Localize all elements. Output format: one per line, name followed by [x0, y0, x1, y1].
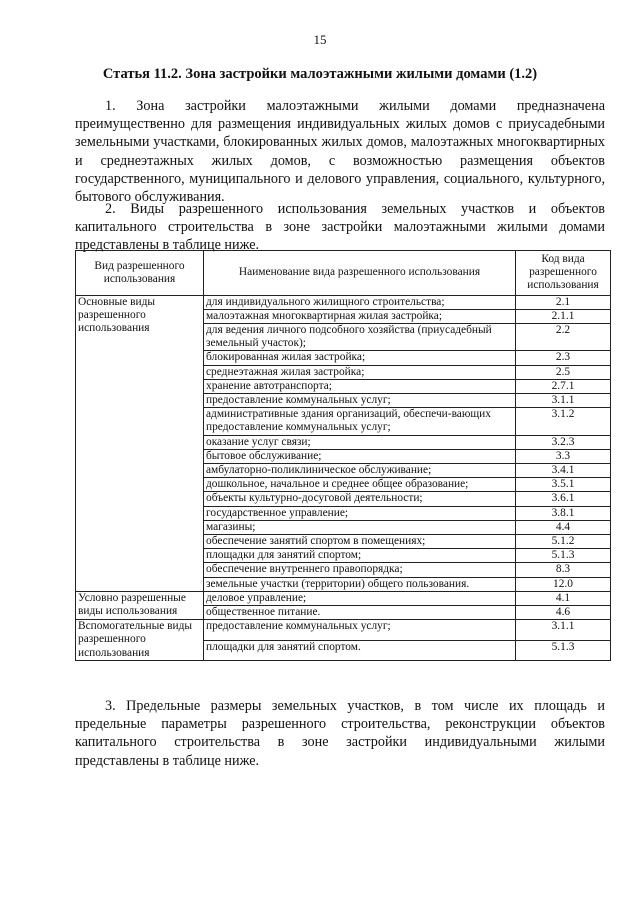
use-name-cell: объекты культурно-досуговой деятельности; [204, 492, 516, 506]
use-code-cell: 5.1.3 [516, 640, 611, 660]
use-code-cell: 5.1.3 [516, 549, 611, 563]
use-name-cell: государственное управление; [204, 506, 516, 520]
use-name-cell: дошкольное, начальное и среднее общее образование; [204, 478, 516, 492]
use-name-cell: хранение автотранспорта; [204, 379, 516, 393]
use-group-label: Условно разрешенные виды использования [76, 591, 204, 619]
header-use-name: Наименование вида разрешенного использования [204, 251, 516, 296]
use-code-cell: 3.1.1 [516, 620, 611, 640]
use-code-cell: 4.1 [516, 591, 611, 605]
use-name-cell: обеспечение внутреннего правопорядка; [204, 563, 516, 577]
table-body [76, 295, 611, 660]
use-name-cell: площадки для занятий спортом; [204, 549, 516, 563]
use-code-cell: 3.6.1 [516, 492, 611, 506]
use-code-cell: 2.5 [516, 365, 611, 379]
use-name-cell: амбулаторно-поликлиническое обслуживание; [204, 464, 516, 478]
table-row [76, 620, 611, 640]
use-code-cell: 4.4 [516, 520, 611, 534]
use-name-cell: предоставление коммунальных услуг; [204, 620, 516, 640]
use-name-cell: площадки для занятий спортом. [204, 640, 516, 660]
use-code-cell: 3.4.1 [516, 464, 611, 478]
use-code-cell: 2.7.1 [516, 379, 611, 393]
use-group-label: Вспомогательные виды разрешенного использования [76, 620, 204, 661]
use-name-cell: земельные участки (территории) общего пользования. [204, 577, 516, 591]
use-group-label: Основные виды разрешенного использования [76, 295, 204, 591]
article-heading: Статья 11.2. Зона застройки малоэтажными жилыми домами (1.2) [102, 66, 538, 82]
use-code-cell: 3.5.1 [516, 478, 611, 492]
use-name-cell: предоставление коммунальных услуг; [204, 394, 516, 408]
use-name-cell: обеспечение занятий спортом в помещениях; [204, 535, 516, 549]
use-name-cell: среднеэтажная жилая застройка; [204, 365, 516, 379]
use-name-cell: административные здания организаций, обеспечи-вающих предоставление коммунальных услуг; [204, 408, 516, 435]
use-code-cell: 2.2 [516, 324, 611, 351]
table-row [76, 295, 611, 309]
table-header-row [76, 251, 611, 296]
permitted-uses-table [75, 250, 611, 661]
header-use-type: Вид разрешенного использования [76, 251, 204, 296]
use-name-cell: бытовое обслуживание; [204, 449, 516, 463]
use-code-cell: 4.6 [516, 606, 611, 620]
paragraph-2: 2. Виды разрешенного использования земельных участков и объектов капитального строительства в зоне застройки малоэтажными жилыми домами представлены в таблице ниже. [75, 201, 605, 254]
use-name-cell: магазины; [204, 520, 516, 534]
use-name-cell: для ведения личного подсобного хозяйства (приусадебный земельный участок); [204, 324, 516, 351]
use-code-cell: 3.2.3 [516, 435, 611, 449]
page-number: 15 [313, 32, 327, 47]
use-name-cell: общественное питание. [204, 606, 516, 620]
use-code-cell: 3.1.1 [516, 394, 611, 408]
use-name-cell: оказание услуг связи; [204, 435, 516, 449]
use-code-cell: 2.1 [516, 295, 611, 309]
use-name-cell: деловое управление; [204, 591, 516, 605]
use-code-cell: 12.0 [516, 577, 611, 591]
use-code-cell: 3.3 [516, 449, 611, 463]
paragraph-1: 1. Зона застройки малоэтажными жилыми домами предназначена преимущественно для размещения индивидуальных жилых домов с приусадебными земельными участками, блокированных жилых домов, малоэтажных многоквартирных и среднеэтажных жилых домов, с возможностью размещения объектов государственного, муниципального и делового управления, социального, культурного, бытового обслуживания. [75, 98, 605, 206]
use-code-cell: 3.8.1 [516, 506, 611, 520]
use-code-cell: 8.3 [516, 563, 611, 577]
use-code-cell: 5.1.2 [516, 535, 611, 549]
paragraph-3: 3. Предельные размеры земельных участков, в том числе их площадь и предельные параметры разрешенного строительства, реконструкции объектов капитального строительства в зоне застройки индивидуальными жилыми представлены в таблице ниже. [75, 698, 605, 769]
header-use-code: Код вида разрешенного использования [516, 251, 611, 296]
use-code-cell: 2.3 [516, 351, 611, 365]
use-code-cell: 3.1.2 [516, 408, 611, 435]
use-code-cell: 2.1.1 [516, 309, 611, 323]
use-name-cell: для индивидуального жилищного строительства; [204, 295, 516, 309]
table-row [76, 591, 611, 605]
use-name-cell: блокированная жилая застройка; [204, 351, 516, 365]
use-name-cell: малоэтажная многоквартирная жилая застройка; [204, 309, 516, 323]
